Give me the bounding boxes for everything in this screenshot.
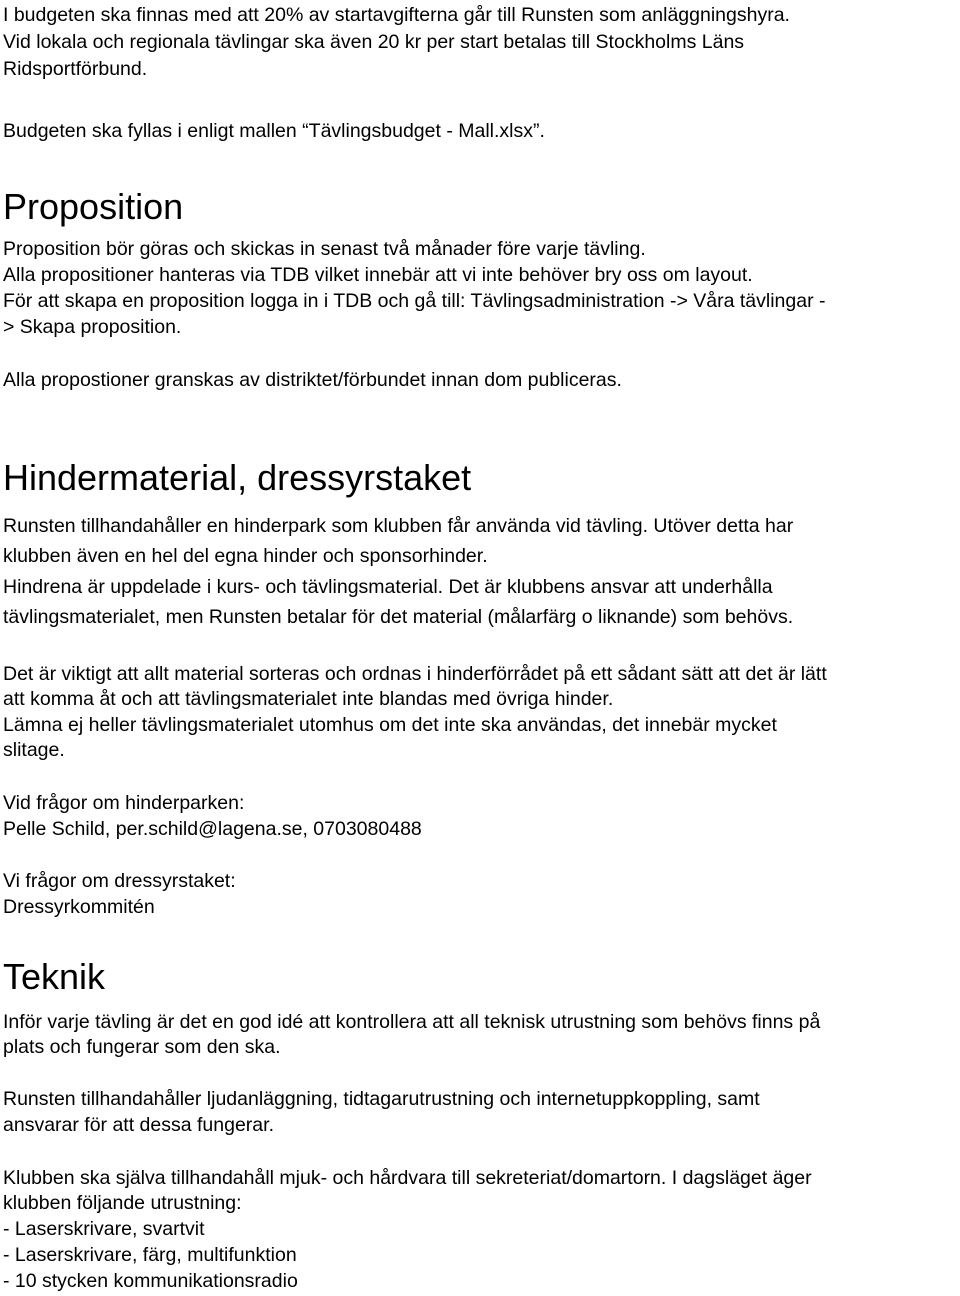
equipment-list-item: - Laserskrivare, färg, multifunktion [3,1244,297,1266]
proposition-text-line: För att skapa en proposition logga in i TDB och gå till: Tävlingsadministration -> Våra tävlingar - [3,290,826,312]
hinder-contact-info: Pelle Schild, per.schild@lagena.se, 0703080488 [3,818,422,840]
teknik-text-line: klubben följande utrustning: [3,1192,242,1214]
teknik-text-line: ansvarar för att dessa fungerar. [3,1114,274,1136]
budget-text-line: Vid lokala och regionala tävlingar ska även 20 kr per start betalas till Stockholms Läns [3,31,745,53]
section-heading-hindermaterial: Hindermaterial, dressyrstaket [3,457,472,498]
budget-template-line: Budgeten ska fyllas i enligt mallen “Tävlingsbudget - Mall.xlsx”. [3,120,545,142]
budget-text-line: I budgeten ska finnas med att 20% av startavgifterna går till Runsten som anläggningshyra. [3,4,790,26]
budget-text-line: Ridsportförbund. [3,58,148,80]
equipment-list-item: - Laserskrivare, svartvit [3,1218,205,1240]
hinder-text-line: Runsten tillhandahåller en hinderpark som klubben får använda vid tävling. Utöver detta har [3,515,794,537]
hinder-text-line: tävlingsmaterialet, men Runsten betalar för det material (målarfärg o liknande) som behövs. [3,606,794,628]
teknik-text-line: Klubben ska själva tillhandahåll mjuk- och hårdvara till sekreteriat/domartorn. I dagsläget äger [3,1167,812,1189]
equipment-list-item: - 10 stycken kommunikationsradio [3,1270,298,1292]
teknik-text-line: Inför varje tävling är det en god idé att kontrollera att all teknisk utrustning som behövs finns på [3,1011,821,1033]
section-heading-proposition: Proposition [3,186,184,227]
hinder-text-line: Det är viktigt att allt material sorteras och ordnas i hinderförrådet på ett sådant sätt att det är lätt [3,663,827,685]
proposition-text-line: Proposition bör göras och skickas in senast två månader före varje tävling. [3,238,646,260]
hinder-text-line: klubben även en hel del egna hinder och sponsorhinder. [3,545,488,567]
dressyr-contact-label: Vi frågor om dressyrstaket: [3,870,236,892]
proposition-text-line: Alla propositioner hanteras via TDB vilket innebär att vi inte behöver bry oss om layout. [3,264,753,286]
hinder-text-line: slitage. [3,739,65,761]
hinder-text-line: att komma åt och att tävlingsmaterialet inte blandas med övriga hinder. [3,688,614,710]
section-heading-teknik: Teknik [3,956,106,997]
teknik-text-line: plats och fungerar som den ska. [3,1036,281,1058]
dressyr-contact-info: Dressyrkommitén [3,896,155,918]
hinder-text-line: Hindrena är uppdelade i kurs- och tävlingsmaterial. Det är klubbens ansvar att underhålla [3,576,773,598]
hinder-text-line: Lämna ej heller tävlingsmaterialet utomhus om det inte ska användas, det innebär mycket [3,714,777,736]
proposition-text-line: > Skapa proposition. [3,316,182,338]
hinder-contact-label: Vid frågor om hinderparken: [3,792,245,814]
teknik-text-line: Runsten tillhandahåller ljudanläggning, tidtagarutrustning och internetuppkoppling, samt [3,1088,760,1110]
proposition-text-line: Alla propostioner granskas av distriktet/förbundet innan dom publiceras. [3,369,622,391]
